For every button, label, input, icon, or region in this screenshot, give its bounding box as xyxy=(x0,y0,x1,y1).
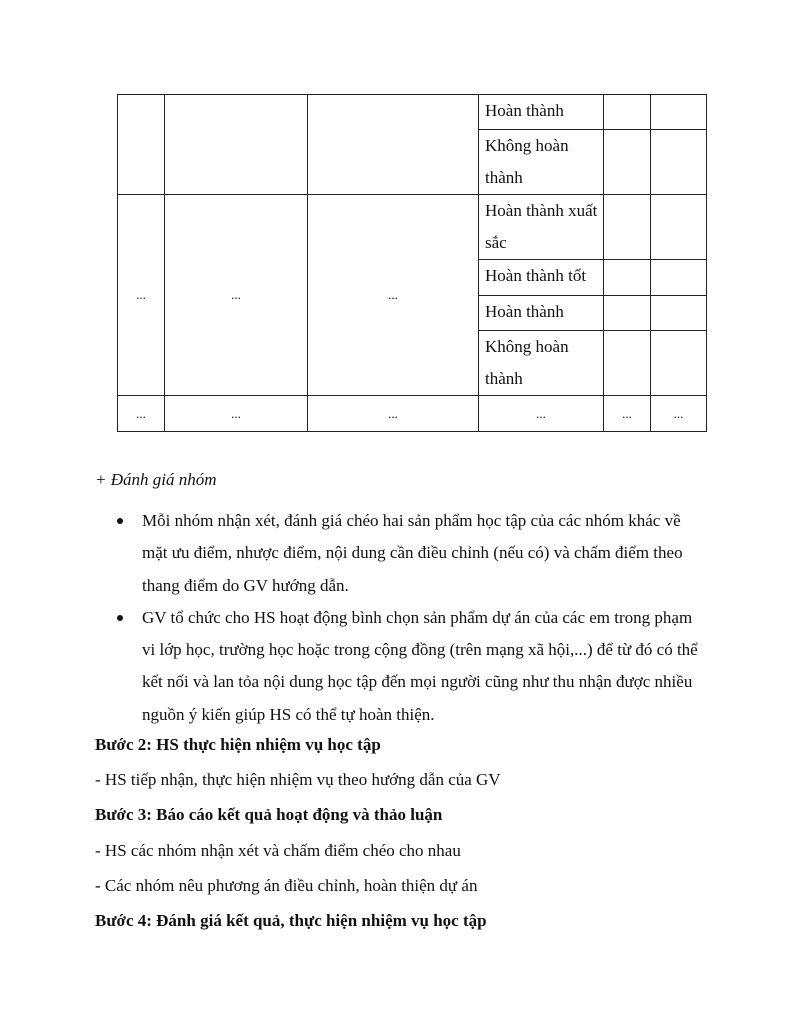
bullet-icon xyxy=(117,518,123,524)
step3-text-1: - HS các nhóm nhận xét và chấm điểm chéo cho nhau xyxy=(95,841,461,860)
score-cell xyxy=(604,130,651,195)
table-cell: ... xyxy=(118,396,165,432)
group-eval-list xyxy=(95,505,706,731)
step4-title: Bước 4: Đánh giá kết quả, thực hiện nhiệm vụ học tập xyxy=(95,911,487,930)
table-cell: ... xyxy=(165,396,308,432)
score-cell xyxy=(604,95,651,130)
score-cell xyxy=(651,195,707,260)
score-cell xyxy=(604,296,651,331)
level-cell: Hoàn thành xyxy=(479,296,604,331)
level-cell: Hoàn thành tốt xyxy=(479,260,604,296)
group-eval-heading: + Đánh giá nhóm xyxy=(95,470,217,489)
level-cell: Không hoàn thành xyxy=(479,130,604,195)
table-cell xyxy=(165,95,308,195)
table-cell: ... xyxy=(651,396,707,432)
score-cell xyxy=(651,296,707,331)
score-cell xyxy=(651,95,707,130)
table-cell: ... xyxy=(165,195,308,396)
table-row xyxy=(118,396,707,432)
step2-text: - HS tiếp nhận, thực hiện nhiệm vụ theo hướng dẫn của GV xyxy=(95,770,501,789)
score-cell xyxy=(651,260,707,296)
list-item-text: Mỗi nhóm nhận xét, đánh giá chéo hai sản phẩm học tập của các nhóm khác về mặt ưu điểm, nhược điểm, nội dung cần điều chỉnh (nếu có) và chấm điểm theo thang điểm do GV hướng dẫn. xyxy=(142,511,683,595)
table-cell: ... xyxy=(308,396,479,432)
score-cell xyxy=(651,130,707,195)
level-cell: Không hoàn thành xyxy=(479,331,604,396)
table-cell xyxy=(308,95,479,195)
score-cell xyxy=(604,260,651,296)
table-cell: ... xyxy=(479,396,604,432)
level-cell: Hoàn thành xuất sắc xyxy=(479,195,604,260)
list-item xyxy=(95,505,706,602)
score-cell xyxy=(651,331,707,396)
table-cell xyxy=(118,95,165,195)
table-row xyxy=(118,195,707,260)
list-item-text: GV tổ chức cho HS hoạt động bình chọn sản phẩm dự án của các em trong phạm vi lớp học, trường học hoặc trong cộng đồng (trên mạng xã hội,...) để từ đó có thể kết nối và lan tỏa nội dung học tập đến mọi người cũng như thu nhận được nhiều nguồn ý kiến giúp HS có thể tự hoàn thiện. xyxy=(142,607,698,724)
table-cell: ... xyxy=(604,396,651,432)
list-item xyxy=(95,602,706,731)
table-cell: ... xyxy=(118,195,165,396)
bullet-icon xyxy=(117,615,123,621)
step2-title: Bước 2: HS thực hiện nhiệm vụ học tập xyxy=(95,735,381,754)
level-cell: Hoàn thành xyxy=(479,95,604,130)
step3-text-2: - Các nhóm nêu phương án điều chỉnh, hoàn thiện dự án xyxy=(95,876,478,895)
step3-title: Bước 3: Báo cáo kết quả hoạt động và thảo luận xyxy=(95,805,443,824)
score-cell xyxy=(604,195,651,260)
evaluation-table xyxy=(117,94,707,432)
table-row xyxy=(118,95,707,130)
table-cell: ... xyxy=(308,195,479,396)
score-cell xyxy=(604,331,651,396)
